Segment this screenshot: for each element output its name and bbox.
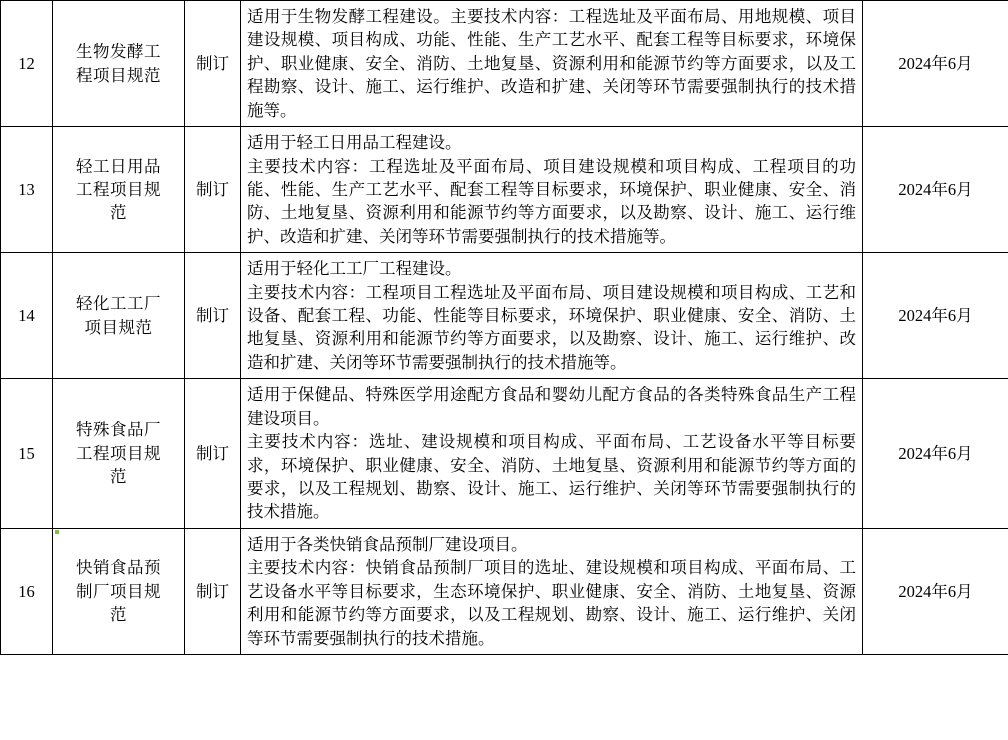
technical-content — [241, 379, 863, 529]
standard-name-line: 范 — [110, 605, 127, 625]
content-paragraph: 适用于轻化工工厂工程建设。 — [247, 259, 462, 279]
table-row — [1, 127, 1008, 253]
content-paragraph: 适用于轻工日用品工程建设。 — [247, 133, 462, 153]
row-number: 13 — [1, 127, 53, 253]
completion-date: 2024年6月 — [863, 1, 1008, 127]
standard-name-line: 快销食品预 — [76, 558, 161, 578]
technical-content — [241, 1, 863, 127]
standard-name-line: 工程项目规 — [76, 179, 161, 199]
standard-name-line: 轻化工工厂 — [76, 294, 161, 314]
revision-type: 制订 — [185, 253, 241, 379]
content-paragraph: 适用于保健品、特殊医学用途配方食品和婴幼儿配方食品的各类特殊食品生产工程建设项目。 — [247, 385, 856, 428]
content-paragraph: 适用于生物发酵工程建设。主要技术内容：工程选址及平面布局、用地规模、项目建设规模、项目构成、功能、性能、生产工艺水平、配套工程等目标要求，环境保护、职业健康、安全、消防、土地复垦、资源利用和能源节约等方面要求，以及工程勘察、设计、施工、运行维护、改造和扩建、关闭等环节需要强制执行的技术措施等。 — [247, 7, 856, 120]
standard-name-line: 生物发酵工 — [76, 42, 161, 62]
technical-content — [241, 253, 863, 379]
revision-type: 制订 — [185, 379, 241, 529]
row-number: 15 — [1, 379, 53, 529]
table-row — [1, 1, 1008, 127]
revision-type: 制订 — [185, 1, 241, 127]
standard-name-line: 项目规范 — [84, 317, 153, 337]
table-row — [1, 253, 1008, 379]
standard-name-line: 制厂项目规 — [76, 581, 161, 601]
standard-name — [53, 528, 185, 654]
row-number: 14 — [1, 253, 53, 379]
completion-date: 2024年6月 — [863, 253, 1008, 379]
completion-date: 2024年6月 — [863, 127, 1008, 253]
revision-type: 制订 — [185, 127, 241, 253]
standard-name-line: 工程项目规 — [76, 443, 161, 463]
row-number: 12 — [1, 1, 53, 127]
completion-date: 2024年6月 — [863, 379, 1008, 529]
content-paragraph: 主要技术内容：工程选址及平面布局、项目建设规模和项目构成、工程项目的功能、性能、生产工艺水平、配套工程等目标要求，环境保护、职业健康、安全、消防、土地复垦、资源利用和能源节约等方面要求，以及勘察、设计、施工、运行维护、改造和扩建、关闭等环节需要强制执行的技术措施等。 — [247, 156, 856, 246]
standard-name-line: 程项目规范 — [76, 65, 161, 85]
row-number: 16 — [1, 528, 53, 654]
content-paragraph: 主要技术内容：选址、建设规模和项目构成、平面布局、工艺设备水平等目标要求，环境保护、职业健康、安全、消防、土地复垦、资源利用和能源节约等方面的要求，以及工程规划、勘察、设计、施工、运行维护、关闭等环节需要强制执行的技术措施。 — [247, 432, 856, 522]
technical-content — [241, 127, 863, 253]
standard-name-line: 范 — [110, 203, 127, 223]
content-paragraph: 适用于各类快销食品预制厂建设项目。 — [247, 534, 528, 554]
standard-name-line: 轻工日用品 — [76, 156, 161, 176]
standard-name-line: 范 — [110, 467, 127, 487]
standard-name — [53, 379, 185, 529]
content-paragraph: 主要技术内容：快销食品预制厂项目的选址、建设规模和项目构成、平面布局、工艺设备水平等目标要求，生态环境保护、职业健康、安全、消防、土地复垦、资源利用和能源节约等方面要求，以及工程规划、勘察、设计、施工、运行维护、关闭等环节需要强制执行的技术措施。 — [247, 558, 856, 648]
standard-name — [53, 127, 185, 253]
completion-date: 2024年6月 — [863, 528, 1008, 654]
content-paragraph: 主要技术内容：工程项目工程选址及平面布局、项目建设规模和项目构成、工艺和设备、配套工程、功能、性能等目标要求，环境保护、职业健康、安全、消防、土地复垦、资源利用和能源节约等方面要求，以及勘察、设计、施工、运行维护、改造和扩建、关闭等环节需要强制执行的技术措施等。 — [247, 282, 856, 372]
standard-name — [53, 253, 185, 379]
revision-type: 制订 — [185, 528, 241, 654]
table-row — [1, 379, 1008, 529]
table-row — [1, 528, 1008, 654]
standard-name — [53, 1, 185, 127]
standard-name-line: 特殊食品厂 — [76, 420, 161, 440]
technical-content — [241, 528, 863, 654]
